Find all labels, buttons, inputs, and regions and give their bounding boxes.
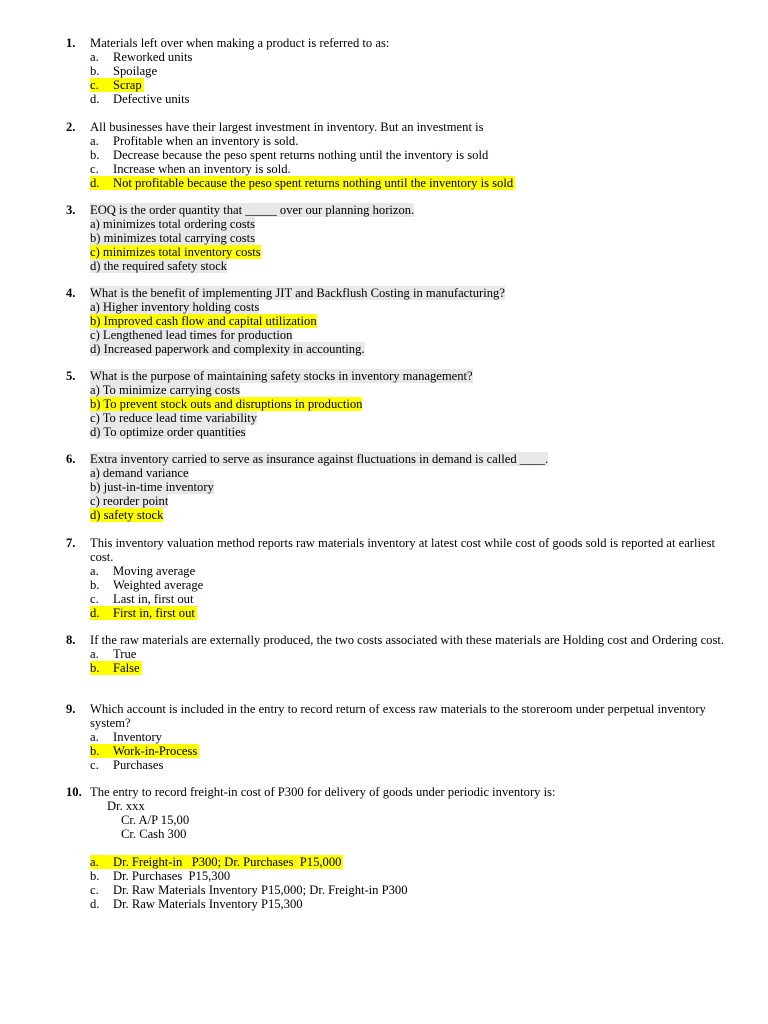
- option-b: b. Dr. Purchases P15,300: [90, 869, 231, 883]
- question-number: 8.: [66, 633, 76, 647]
- question-text: The entry to record freight-in cost of P300 for delivery of goods under periodic inventory is:: [90, 785, 556, 799]
- question-number: 10.: [66, 785, 82, 799]
- question-5: [66, 369, 726, 439]
- option-b-answer: b. False: [90, 661, 140, 675]
- question-text: What is the benefit of implementing JIT and Backflush Costing in manufacturing?: [90, 286, 505, 300]
- question-text: Extra inventory carried to serve as insurance against fluctuations in demand is called ____.: [90, 452, 549, 466]
- journal-credit-2: Cr. Cash 300: [121, 827, 187, 841]
- question-text: Materials left over when making a product is referred to as:: [90, 36, 390, 50]
- option-a-answer: a. Dr. Freight-in P300; Dr. Purchases P15,000: [90, 855, 342, 869]
- question-text: EOQ is the order quantity that _____ over our planning horizon.: [90, 203, 415, 217]
- option-d-answer: d) safety stock: [90, 508, 164, 522]
- option-b-answer: b) Improved cash flow and capital utilization: [90, 314, 317, 328]
- option-c: c. Last in, first out: [90, 592, 194, 606]
- question-3: [66, 203, 726, 273]
- option-a: a) minimizes total ordering costs: [90, 217, 256, 231]
- option-a: a) demand variance: [90, 466, 189, 480]
- question-number: 2.: [66, 120, 76, 134]
- option-d-answer: d. Not profitable because the peso spent returns nothing until the inventory is sold: [90, 176, 514, 190]
- option-d: d) Increased paperwork and complexity in accounting.: [90, 342, 365, 356]
- option-b: b. Spoilage: [90, 64, 158, 78]
- journal-entry: [107, 799, 726, 841]
- question-2: [66, 120, 726, 190]
- question-number: 1.: [66, 36, 76, 50]
- question-4: [66, 286, 726, 356]
- option-c: c. Increase when an inventory is sold.: [90, 162, 291, 176]
- option-d-answer: d. First in, first out: [90, 606, 195, 620]
- question-text: This inventory valuation method reports raw materials inventory at latest cost while cost of goods sold is reported at earliest cost.: [90, 536, 715, 564]
- option-a: a. True: [90, 647, 137, 661]
- option-b: b. Decrease because the peso spent returns nothing until the inventory is sold: [90, 148, 489, 162]
- option-c: c. Dr. Raw Materials Inventory P15,000; Dr. Freight-in P300: [90, 883, 408, 897]
- option-c: c) reorder point: [90, 494, 169, 508]
- question-9: [66, 702, 726, 772]
- question-8: [66, 633, 726, 675]
- option-d: d. Defective units: [90, 92, 190, 106]
- question-text: If the raw materials are externally produced, the two costs associated with these materials are Holding cost and Ordering cost.: [90, 633, 725, 647]
- option-c: c) Lengthened lead times for production: [90, 328, 293, 342]
- question-7: [66, 536, 726, 620]
- option-c-answer: c) minimizes total inventory costs: [90, 245, 261, 259]
- option-d: d. Dr. Raw Materials Inventory P15,300: [90, 897, 303, 911]
- question-number: 3.: [66, 203, 76, 217]
- option-c: c. Purchases: [90, 758, 164, 772]
- question-number: 7.: [66, 536, 76, 550]
- question-text: All businesses have their largest investment in inventory. But an investment is: [90, 120, 484, 134]
- option-a: a. Profitable when an inventory is sold.: [90, 134, 299, 148]
- option-b: b) just-in-time inventory: [90, 480, 214, 494]
- question-number: 4.: [66, 286, 76, 300]
- option-c-answer: c. Scrap: [90, 78, 142, 92]
- option-a: a. Inventory: [90, 730, 162, 744]
- question-6: [66, 452, 726, 522]
- option-b: b) minimizes total carrying costs: [90, 231, 256, 245]
- option-a: a. Reworked units: [90, 50, 193, 64]
- journal-debit: Dr. xxx: [107, 799, 145, 813]
- question-1: [66, 36, 726, 106]
- option-d: d) the required safety stock: [90, 259, 228, 273]
- question-text: Which account is included in the entry to record return of excess raw materials to the storeroom under perpetual inventory system?: [90, 702, 706, 730]
- option-a: a) To minimize carrying costs: [90, 383, 240, 397]
- option-a: a. Moving average: [90, 564, 196, 578]
- option-b: b. Weighted average: [90, 578, 204, 592]
- question-number: 6.: [66, 452, 76, 466]
- option-a: a) Higher inventory holding costs: [90, 300, 260, 314]
- option-b-answer: b) To prevent stock outs and disruptions in production: [90, 397, 363, 411]
- option-c: c) To reduce lead time variability: [90, 411, 258, 425]
- question-text: What is the purpose of maintaining safety stocks in inventory management?: [90, 369, 473, 383]
- question-10: [66, 785, 726, 911]
- question-number: 5.: [66, 369, 76, 383]
- journal-credit-1: Cr. A/P 15,00: [121, 813, 190, 827]
- option-b-answer: b. Work-in-Process: [90, 744, 198, 758]
- question-number: 9.: [66, 702, 76, 716]
- option-d: d) To optimize order quantities: [90, 425, 246, 439]
